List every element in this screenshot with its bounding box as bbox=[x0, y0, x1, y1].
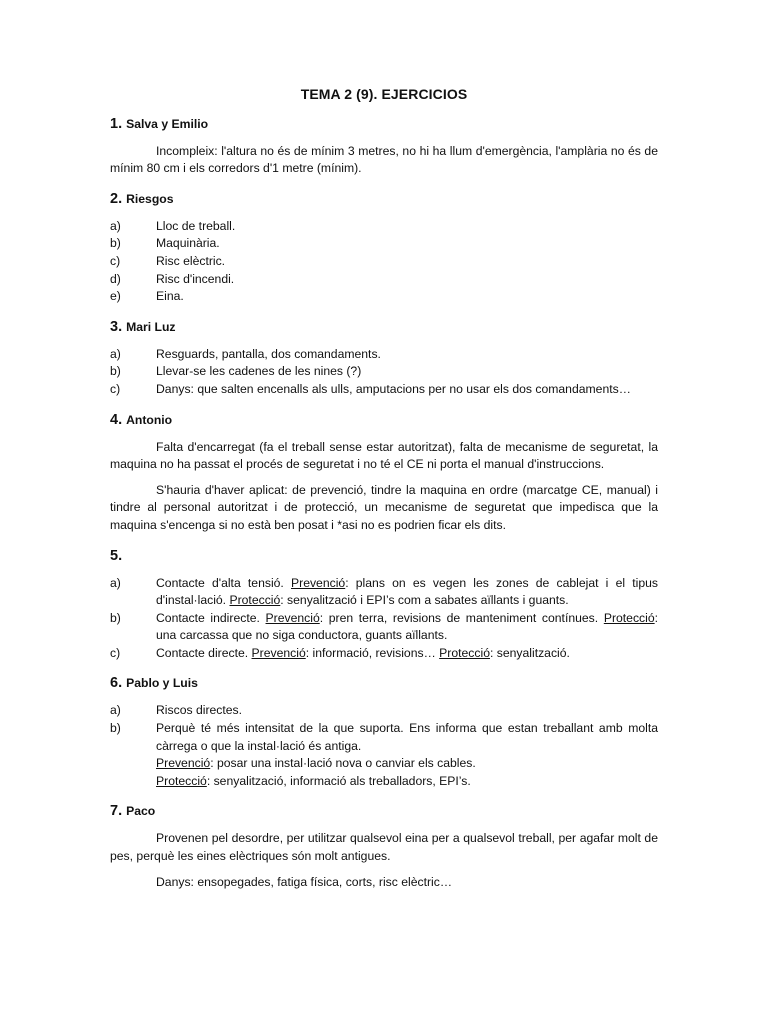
list-marker: a) bbox=[110, 575, 121, 590]
list-item bbox=[110, 381, 658, 399]
section-name: Paco bbox=[126, 804, 156, 819]
section-name: Salva y Emilio bbox=[126, 116, 209, 131]
section-6-heading bbox=[110, 675, 658, 693]
section-4 bbox=[110, 412, 658, 535]
protection-text: : senyalització i EPI’s com a sabates aïllants i guants. bbox=[280, 593, 569, 608]
document-title: TEMA 2 (9). EJERCICIOS bbox=[300, 86, 468, 102]
list-item bbox=[110, 645, 658, 663]
protection-text: : senyalització. bbox=[489, 645, 570, 660]
list-item bbox=[110, 271, 658, 289]
section-number: 6. bbox=[110, 675, 123, 692]
list-item bbox=[110, 235, 658, 253]
list-item bbox=[110, 702, 658, 720]
section-name: Antonio bbox=[126, 412, 173, 427]
contact-type: Contacte d'alta tensió. bbox=[156, 575, 284, 590]
section-2-heading bbox=[110, 191, 658, 209]
section-3-heading bbox=[110, 319, 658, 337]
list-marker: c) bbox=[110, 645, 121, 660]
list-text: Risc elèctric. bbox=[156, 253, 226, 268]
list-text: Riscos directes. bbox=[156, 703, 243, 718]
section-7-heading bbox=[110, 803, 658, 821]
prevention-label: Prevenció bbox=[156, 756, 211, 771]
list-item bbox=[110, 253, 658, 271]
list-item bbox=[110, 363, 658, 381]
list-item bbox=[110, 288, 658, 306]
section-3 bbox=[110, 319, 658, 399]
protection-text: : senyalització, informació als treballadors, EPI’s. bbox=[206, 773, 471, 788]
section-4-heading bbox=[110, 412, 658, 430]
list-text: Danys: que salten encenalls als ulls, amputacions per no usar els dos comandaments… bbox=[156, 381, 631, 396]
section-6-list bbox=[110, 702, 658, 790]
section-name: Pablo y Luis bbox=[126, 676, 198, 691]
list-text bbox=[156, 575, 658, 610]
section-5-list bbox=[110, 575, 658, 663]
section-4-paragraph-1: Falta d'encarregat (fa el treball sense estar autoritzat), falta de mecanisme de seguretat, la maquina no ha passat el procés de seguretat i no té el CE ni porta el manual d'instruccions. bbox=[110, 439, 658, 472]
section-number: 7. bbox=[110, 803, 123, 820]
list-text: Maquinària. bbox=[156, 236, 220, 251]
list-marker: b) bbox=[110, 364, 121, 379]
list-marker: e) bbox=[110, 289, 121, 304]
prevention-text: : pren terra, revisions de manteniment contínues. bbox=[319, 610, 599, 625]
list-text: Eina. bbox=[156, 289, 184, 304]
section-2 bbox=[110, 191, 658, 306]
list-marker: b) bbox=[110, 721, 121, 736]
list-marker: a) bbox=[110, 703, 121, 718]
section-1 bbox=[110, 116, 658, 178]
prevention-text: : posar una instal·lació nova o canviar els cables. bbox=[210, 756, 476, 771]
section-5-heading bbox=[110, 548, 658, 566]
list-text bbox=[156, 720, 658, 790]
section-7 bbox=[110, 803, 658, 891]
list-text: Lloc de treball. bbox=[156, 218, 236, 233]
protection-line bbox=[156, 773, 658, 791]
section-name: Riesgos bbox=[126, 191, 174, 206]
prevention-text: : informació, revisions… bbox=[305, 645, 436, 660]
prevention-text: : plans on es vegen les zones de cablejat i el tipus d'instal·lació. bbox=[156, 575, 658, 608]
list-text bbox=[156, 645, 658, 663]
list-marker: c) bbox=[110, 381, 121, 396]
protection-label: Protecció bbox=[229, 593, 281, 608]
list-text bbox=[156, 610, 658, 645]
section-3-list bbox=[110, 346, 658, 399]
list-text: Resguards, pantalla, dos comandaments. bbox=[156, 346, 381, 361]
risk-list bbox=[110, 218, 658, 306]
section-name: Mari Luz bbox=[126, 319, 176, 334]
section-number: 4. bbox=[110, 411, 123, 428]
list-item bbox=[110, 575, 658, 610]
list-marker: b) bbox=[110, 236, 121, 251]
prevention-line bbox=[156, 755, 658, 773]
prevention-label: Prevenció bbox=[291, 575, 346, 590]
section-1-paragraph: Incompleix: l'altura no és de mínim 3 metres, no hi ha llum d'emergència, l'amplària no és de mínim 80 cm i els corredors d'1 metre (mínim). bbox=[110, 143, 658, 176]
list-marker: a) bbox=[110, 346, 121, 361]
list-marker: a) bbox=[110, 218, 121, 233]
section-number: 2. bbox=[110, 190, 123, 207]
list-item bbox=[110, 218, 658, 236]
list-text: Llevar-se les cadenes de les nines (?) bbox=[156, 364, 362, 379]
section-number: 3. bbox=[110, 318, 123, 335]
section-number: 1. bbox=[110, 115, 123, 132]
list-marker: c) bbox=[110, 253, 121, 268]
section-6 bbox=[110, 675, 658, 790]
list-marker: b) bbox=[110, 610, 121, 625]
list-marker: d) bbox=[110, 271, 121, 286]
prevention-label: Prevenció bbox=[265, 610, 320, 625]
section-number: 5. bbox=[110, 547, 123, 564]
contact-type: Contacte directe. bbox=[156, 645, 249, 660]
list-item bbox=[110, 610, 658, 645]
list-item bbox=[110, 720, 658, 790]
protection-text: : una carcassa que no siga conductora, guants aïllants. bbox=[156, 610, 659, 643]
protection-label: Protecció bbox=[439, 645, 490, 660]
list-item bbox=[110, 346, 658, 364]
list-text-line: Perquè té més intensitat de la que suporta. Ens informa que estan treballant amb molta càrrega o que la instal·lació és antiga. bbox=[156, 721, 658, 753]
section-7-paragraph-1: Provenen pel desordre, per utilitzar qualsevol eina per a qualsevol treball, per agafar molt de pes, perquè les eines elèctriques són molt antigues. bbox=[110, 831, 658, 864]
contact-type: Contacte indirecte. bbox=[156, 610, 260, 625]
prevention-label: Prevenció bbox=[251, 645, 306, 660]
section-5 bbox=[110, 548, 658, 663]
section-7-paragraph-2: Danys: ensopegades, fatiga física, corts, risc elèctric… bbox=[156, 874, 453, 889]
protection-label: Protecció bbox=[156, 773, 207, 788]
protection-label: Protecció bbox=[603, 610, 655, 625]
list-text: Risc d'incendi. bbox=[156, 271, 235, 286]
section-4-paragraph-2: S'hauria d'haver aplicat: de prevenció, tindre la maquina en ordre (marcatge CE, manual) i tindre al personal autoritzat i de protecció, un mecanisme de seguretat que impedisca que la maquina s'encenga si no està ben posat i *asi no es podrien ficar els dits. bbox=[110, 482, 658, 532]
section-1-heading bbox=[110, 116, 658, 134]
